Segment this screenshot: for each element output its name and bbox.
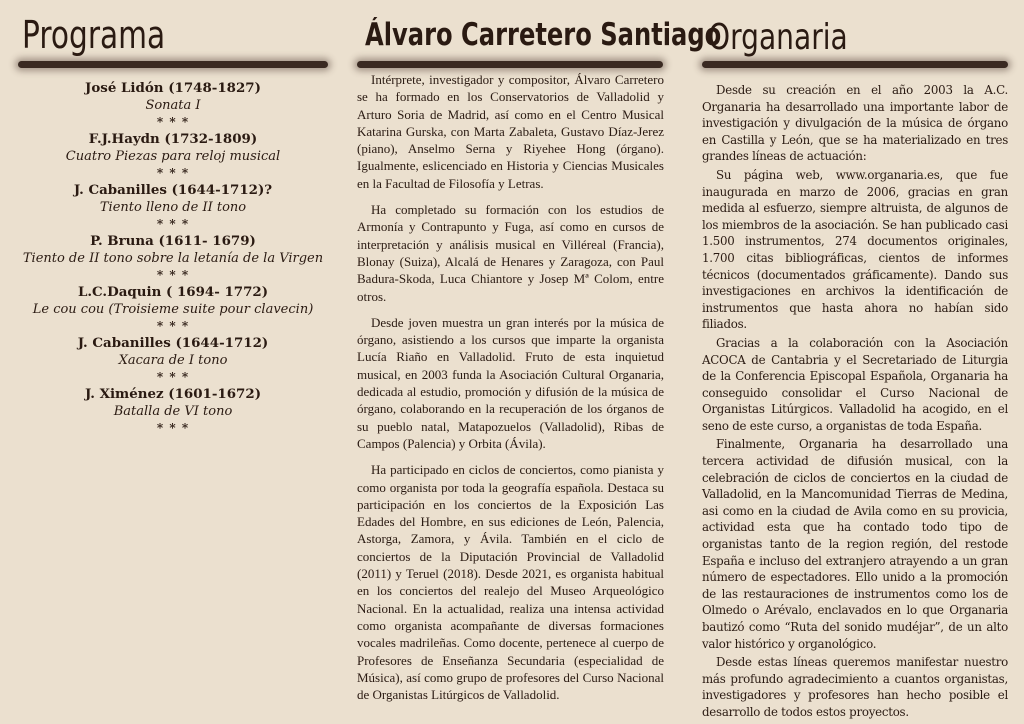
bio-paragraph: Ha completado su formación con los estudios de Armonía y Contrapunto y Fuga, así como en cursos de interpretación y análisis musical en Villéreal (Francia), Blonay (Suiza), Alcalá de Henares y Zaragoza, con Paul Badura-Skoda, Luca Chiantore y Josep Mª Colom, entre otros. bbox=[357, 202, 664, 304]
title-underline bbox=[702, 61, 1008, 68]
organaria-paragraph: Finalmente, Organaria ha desarrollado una tercera actividad de difusión musical, con la celebración de ciclos de conciertos en la ciudad de Valladolid, en la Mancomunidad Tierras de Medina, asi como en la ciudad de Avila como en su provicia, actividad esta que ha contado todo tipo de organistas tanto de la region región, del restode España e incluso del extranjero atrayendo a un gran número de espectadores. Ello unido a la promoción de las restauraciones de instrumentos como los de Olmedo o Arévalo, enclavados en lo que Organaria bautizó como “Ruta del sonido mudéjar”, de un alto valor histórico y organológico. bbox=[702, 437, 1008, 651]
composer-name: L.C.Daquin ( 1694- 1772) bbox=[77, 284, 269, 300]
composer-name: F.J.Haydn (1732-1809) bbox=[88, 131, 258, 147]
work-title: Batalla de VI tono bbox=[113, 404, 233, 419]
work-title: Sonata I bbox=[145, 98, 201, 113]
programa-title: Programa bbox=[22, 13, 166, 57]
bio-title: Álvaro Carretero Santiago bbox=[365, 17, 722, 53]
bio-paragraph: Ha participado en ciclos de conciertos, como pianista y como organista por toda la geografía española. Destaca su participación en los conciertos de la Exposición Las Edades del Hombre, en sus ediciones de León, Palencia, Astorga, Zamora, y Ávila. También en el ciclo de conciertos de la Diputación Provincial de Valladolid (2011) y Teruel (2018). Desde 2021, es organista habitual en los conciertos del realejo del Museo Arqueológico Nacional. En la actualidad, realiza una intensa actividad como organista acompañante de diversas formaciones vocales madrileñas. Como docente, pertenece al cuerpo de Profesores de Enseñanza Secundaria (especialidad de Música), así como grupo de profesores del Curso Nacional de Organistas Litúrgicos de Valladolid. bbox=[357, 462, 664, 703]
separator-stars: * * * bbox=[156, 370, 190, 384]
separator-stars: * * * bbox=[156, 115, 190, 129]
organaria-paragraph: Desde estas líneas queremos manifestar nuestro más profundo agradecimiento a cuantos organistas, investigadores y profesores han hecho posible el desarrollo de todos estos proyectos. bbox=[702, 655, 1008, 719]
work-title: Le cou cou (Troisieme suite pour clavecin) bbox=[32, 302, 314, 317]
work-title: Xacara de I tono bbox=[118, 353, 228, 368]
composer-name: P. Bruna (1611- 1679) bbox=[90, 233, 256, 249]
composer-name: J. Ximénez (1601-1672) bbox=[84, 386, 262, 402]
organaria-column bbox=[686, 0, 1024, 724]
work-title: Tiento de II tono sobre la letanía de la Virgen bbox=[22, 251, 324, 266]
separator-stars: * * * bbox=[156, 166, 190, 180]
bio-column bbox=[343, 0, 722, 724]
bio-paragraph: Intérprete, investigador y compositor, Álvaro Carretero se ha formado en los Conservatorios de Valladolid y Arturo Soria de Madrid, así como en el Centro Musical Katarina Gurska, con Marta Zabaleta, Gustavo Díaz-Jerez (piano), Anselmo Serna y Riyehee Hong (órgano). Igualmente, eslicenciado en Historia y Ciencias Musicales en la Facultad de Filosofía y Letras. bbox=[357, 72, 664, 191]
separator-stars: * * * bbox=[156, 421, 190, 435]
organaria-title: Organaria bbox=[708, 17, 848, 58]
organaria-paragraph: Gracias a la colaboración con la Asociación ACOCA de Cantabria y el Secretariado de Liturgia de la Conferencia Episcopal Española, Organaria ha conseguido consolidar el Curso Nacional de Organistas Litúrgicos. Valladolid ha acogido, en el seno de este curso, a organistas de toda España. bbox=[702, 335, 1008, 433]
work-title: Cuatro Piezas para reloj musical bbox=[65, 149, 281, 164]
bio-text bbox=[357, 71, 664, 712]
composer-name: José Lidón (1748-1827) bbox=[85, 80, 261, 96]
organaria-paragraph: Su página web, www.organaria.es, que fue inaugurada en marzo de 2006, gracias en gran medida al esfuerzo, siempre altruista, de algunos de los miembros de la asociación. Se han publicado casi 1.500 instrumentos, 274 documentos originales, 1.700 citas bibliográficas, cientos de informes técnicos (documentados gráficamente). Dando sus investigaciones en archivos la identificación de instrumentos que hasta ahora no habían sido filiados. bbox=[702, 167, 1008, 332]
title-underline bbox=[18, 61, 328, 68]
title-underline bbox=[357, 61, 663, 68]
composer-name: J. Cabanilles (1644-1712)? bbox=[73, 182, 273, 198]
composer-name: J. Cabanilles (1644-1712) bbox=[77, 335, 269, 351]
separator-stars: * * * bbox=[156, 268, 190, 282]
bio-paragraph: Desde joven muestra un gran interés por la música de órgano, asistiendo a los cursos que imparte la organista Lucía Riaño en Valladolid. Fruto de esta inquietud musical, en 2003 funda la Asociación Cultural Organaria, dedicada al estudio, promoción y difusión de la música de órgano, colaborando en la recuperación de los órganos de su pueblo natal, Matapozuelos (Valladolid), Ribas de Campos (Palencia) y Orbita (Ávila). bbox=[357, 314, 664, 451]
organaria-paragraph: Desde su creación en el año 2003 la A.C. Organaria ha desarrollado una importante labor de investigación y divulgación de la música de órgano en Castilla y León, que se ha materializado en tres grandes líneas de actuación: bbox=[702, 83, 1008, 164]
separator-stars: * * * bbox=[156, 319, 190, 333]
programa-list bbox=[0, 80, 346, 437]
work-title: Tiento lleno de II tono bbox=[99, 200, 247, 215]
separator-stars: * * * bbox=[156, 217, 190, 231]
programa-column bbox=[0, 0, 340, 724]
organaria-text bbox=[702, 82, 1008, 721]
